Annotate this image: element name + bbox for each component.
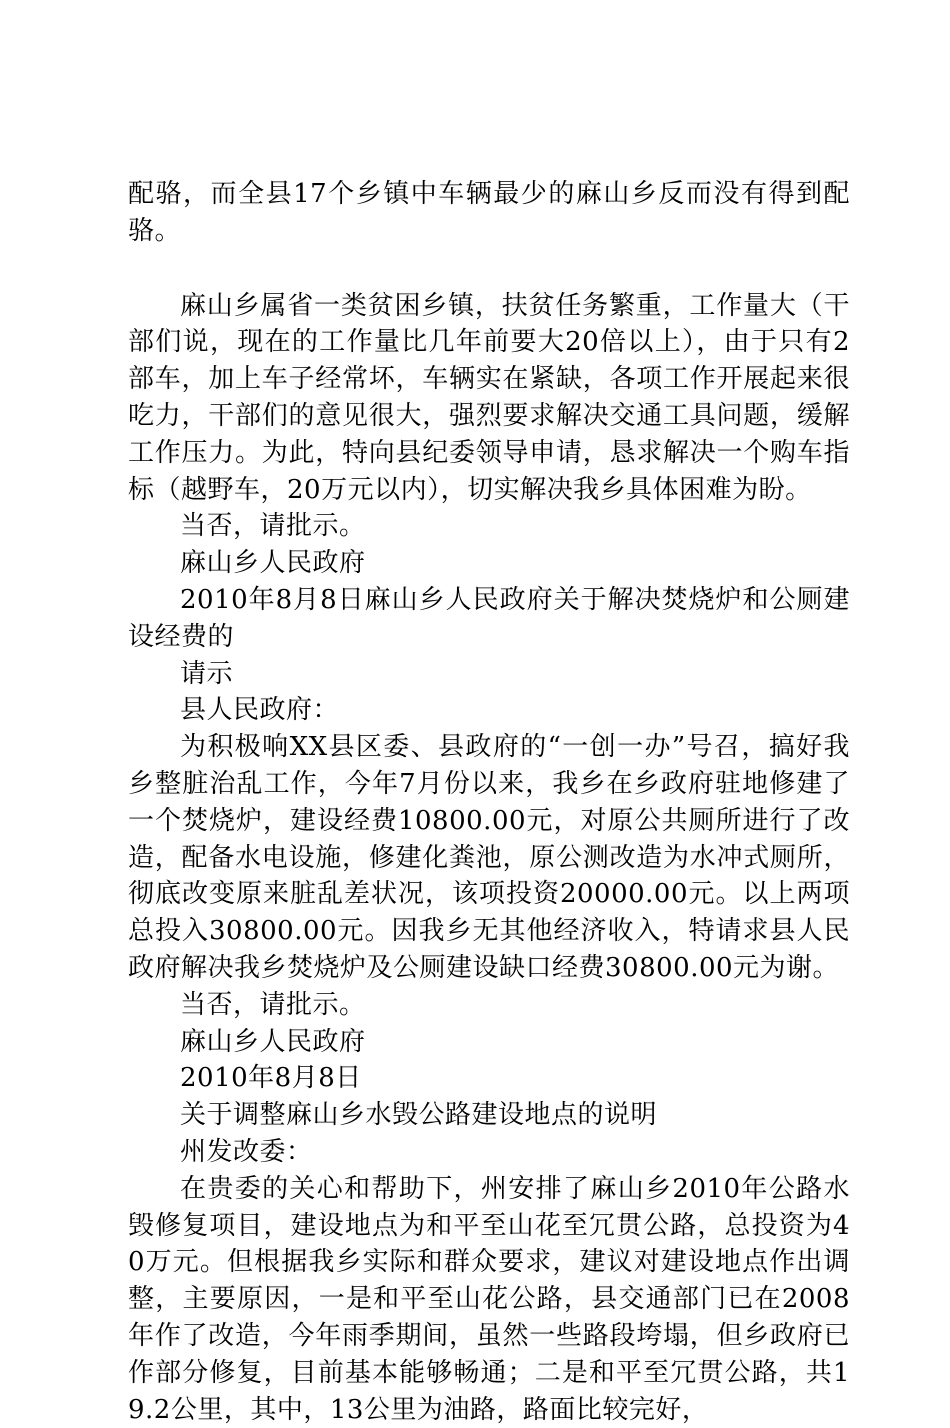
approval-request-line: 当否，请批示。: [180, 511, 366, 542]
document-title-request: 请示: [180, 658, 234, 689]
document-date: 2010年8月8日: [180, 1063, 362, 1094]
paragraph-incinerator-toilet: 为积极响XX县区委、县政府的“一创一办”号召，搞好我乡整脏治乱工作，今年7月份以来，我乡在乡政府驻地修建了一个焚烧炉，建设经费10800.00元，对原公共厕所进行了改造，配备水电设施，修建化粪池，原公测改造为水冲式厕所，彻底改变原来脏乱差状况，该项投资20000.00元。以上两项总投入30800.00元。因我乡无其他经济收入，特请求县人民政府解决我乡焚烧炉及公厕建设缺口经费30800.00元为谢。: [128, 732, 850, 983]
document-title-road-adjustment: 关于调整麻山乡水毁公路建设地点的说明: [180, 1100, 658, 1131]
document-body: [128, 176, 850, 1428]
paragraph-vehicle-allocation-end: 配骆，而全县17个乡镇中车辆最少的麻山乡反而没有得到配骆。: [128, 179, 850, 246]
paragraph-road-repair: 在贵委的关心和帮助下，州安排了麻山乡2010年公路水毁修复项目，建设地点为和平至山花至冗贯公路，总投资为40万元。但根据我乡实际和群众要求，建议对建设地点作出调整，主要原因，一是和平至山花公路，县交通部门已在2008年作了改造，今年雨季期间，虽然一些路段垮塌，但乡政府已作部分修复，目前基本能够畅通；二是和平至冗贯公路，共19.2公里，其中，13公里为油路，路面比较完好，: [128, 1173, 850, 1425]
signature-government: 麻山乡人民政府: [180, 1026, 366, 1057]
addressee-county-government: 县人民政府：: [180, 695, 340, 726]
signature-government: 麻山乡人民政府: [180, 548, 366, 579]
approval-request-line: 当否，请批示。: [180, 989, 366, 1020]
date-and-next-title: 2010年8月8日麻山乡人民政府关于解决焚烧炉和公厕建设经费的: [128, 584, 850, 652]
paragraph-vehicle-request: 麻山乡属省一类贫困乡镇，扶贫任务繁重，工作量大（干部们说，现在的工作量比几年前要大20倍以上），由于只有2部车，加上车子经常坏，车辆实在紧缺，各项工作开展起来很吃力，干部们的意见很大，强烈要求解决交通工具问题，缓解工作压力。为此，特向县纪委领导申请，恳求解决一个购车指标（越野车，20万元以内），切实解决我乡具体困难为盼。: [128, 290, 850, 505]
addressee-development-reform-commission: 州发改委：: [180, 1136, 313, 1167]
